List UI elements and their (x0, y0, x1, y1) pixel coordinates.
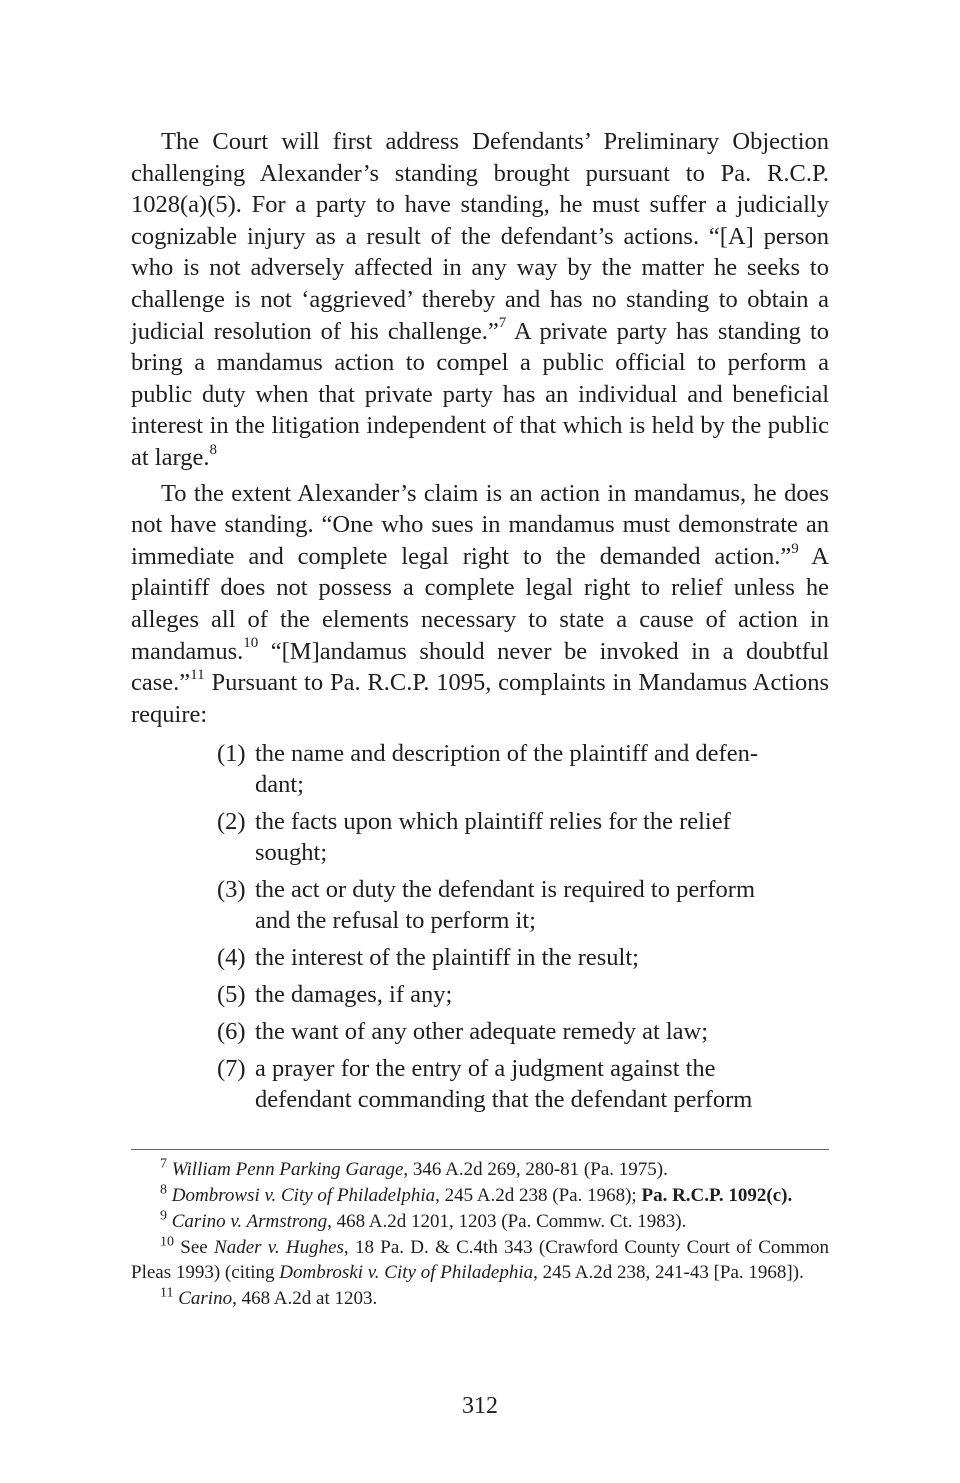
footnote-8 (131, 1184, 829, 1209)
paragraph-text: “[M]andamus should never be invoked in a doubtful case.” (131, 637, 829, 697)
footnote-mark: 10 (160, 1234, 174, 1250)
citation-text: , 245 A.2d 238 (Pa. 1968); (435, 1185, 642, 1206)
footnote-9 (131, 1210, 829, 1235)
citation-text: , 468 A.2d at 1203. (232, 1287, 378, 1309)
paragraph-text: Pursuant to Pa. R.C.P. 1095, complaints in Mandamus Actions require: (131, 669, 829, 728)
list-item (217, 806, 773, 868)
footnote-ref[interactable]: 8 (209, 441, 217, 458)
body-text (131, 126, 829, 1121)
rule-citation: Pa. R.C.P. 1092(c). (641, 1185, 793, 1206)
footnote-ref[interactable]: 9 (791, 540, 799, 557)
footnote-mark: 7 (160, 1156, 167, 1172)
footnote-10 (131, 1236, 829, 1285)
case-name: Carino v. Armstrong (171, 1211, 328, 1232)
paragraph-text: The Court will first address Defendants’ Preliminary Objection challenging Alexander’s standing brought pursuant to Pa. R.C.P. 1028(a)(5). For a party to have standing, he must suffer a judicially cognizable injury as a result of the defendant’s actions. “[A] person who is not adversely affected in any way by the matter he seeks to challenge is not ‘aggrieved’ thereby and has no standing to obtain a judicial resolution of his challenge.” (131, 128, 829, 345)
list-number: (3) (217, 876, 246, 904)
list-number: (2) (217, 808, 246, 836)
list-text: the interest of the plaintiff in the result; (255, 944, 639, 972)
citation-signal: See (174, 1237, 215, 1258)
list-text: the name and description of the plaintiff and defen-dant; (255, 740, 758, 799)
list-text: a prayer for the entry of a judgment against the defendant commanding that the defendant perform (255, 1055, 753, 1114)
footnote-ref[interactable]: 7 (498, 315, 507, 332)
list-item (217, 942, 773, 973)
footnote-mark: 8 (160, 1182, 167, 1198)
footnote-divider (131, 1149, 829, 1150)
citation-text: , 346 A.2d 269, 280-81 (Pa. 1975). (403, 1159, 668, 1180)
citation-text: , 468 A.2d 1201, 1203 (Pa. Commw. Ct. 1983). (327, 1211, 687, 1232)
footnote-mark: 9 (160, 1208, 167, 1224)
list-text: the damages, if any; (255, 981, 453, 1009)
paragraph-standing (131, 126, 829, 474)
footnote-ref[interactable]: 10 (243, 635, 259, 652)
paragraph-text: A private party has standing to bring a mandamus action to compel a public official to perform a public duty when that private party has an individual and beneficial interest in the litigation independent of that which is held by the public at large. (131, 317, 830, 471)
list-number: (6) (217, 1018, 246, 1046)
case-name: William Penn Parking Garage (171, 1159, 404, 1180)
list-text: the facts upon which plaintiff relies for the relief sought; (255, 808, 731, 867)
case-name: Dombroski v. City of Philadephia (279, 1261, 534, 1283)
paragraph-text: A plaintiff does not possess a complete legal right to relief unless he alleges all of the elements necessary to state a cause of action in mandamus. (131, 542, 829, 665)
list-text: the act or duty the defendant is required to perform and the refusal to perform it; (255, 876, 756, 935)
requirements-list (131, 738, 829, 1115)
list-item (217, 1016, 773, 1047)
footnote-7 (131, 1158, 829, 1183)
list-text: the want of any other adequate remedy at law; (255, 1018, 709, 1046)
case-name: Nader v. Hughes (214, 1237, 344, 1258)
page-number: 312 (462, 1393, 498, 1419)
footnote-mark: 11 (160, 1285, 174, 1301)
paragraph-mandamus (131, 478, 829, 731)
footnote-ref[interactable]: 11 (190, 666, 205, 683)
list-item (217, 1053, 773, 1115)
list-number: (1) (217, 740, 246, 768)
footnotes (131, 1158, 829, 1313)
list-number: (7) (217, 1055, 246, 1083)
case-name: Dombrowsi v. City of Philadelphia (171, 1185, 436, 1206)
list-number: (4) (217, 944, 246, 972)
list-item (217, 874, 773, 936)
list-item (217, 979, 773, 1010)
footnote-11 (131, 1287, 829, 1312)
citation-text: , 245 A.2d 238, 241-43 [Pa. 1968]). (533, 1261, 804, 1283)
citation-text: , 18 Pa. D. & C.4th 343 (Crawford County Court of Common Pleas 1993) (citing (131, 1237, 829, 1283)
paragraph-text: To the extent Alexander’s claim is an action in mandamus, he does not have standing. “One who sues in mandamus must demonstrate an immediate and complete legal right to the demanded action.” (131, 479, 829, 570)
list-item (217, 738, 773, 800)
case-name: Carino (178, 1287, 233, 1309)
list-number: (5) (217, 981, 246, 1009)
